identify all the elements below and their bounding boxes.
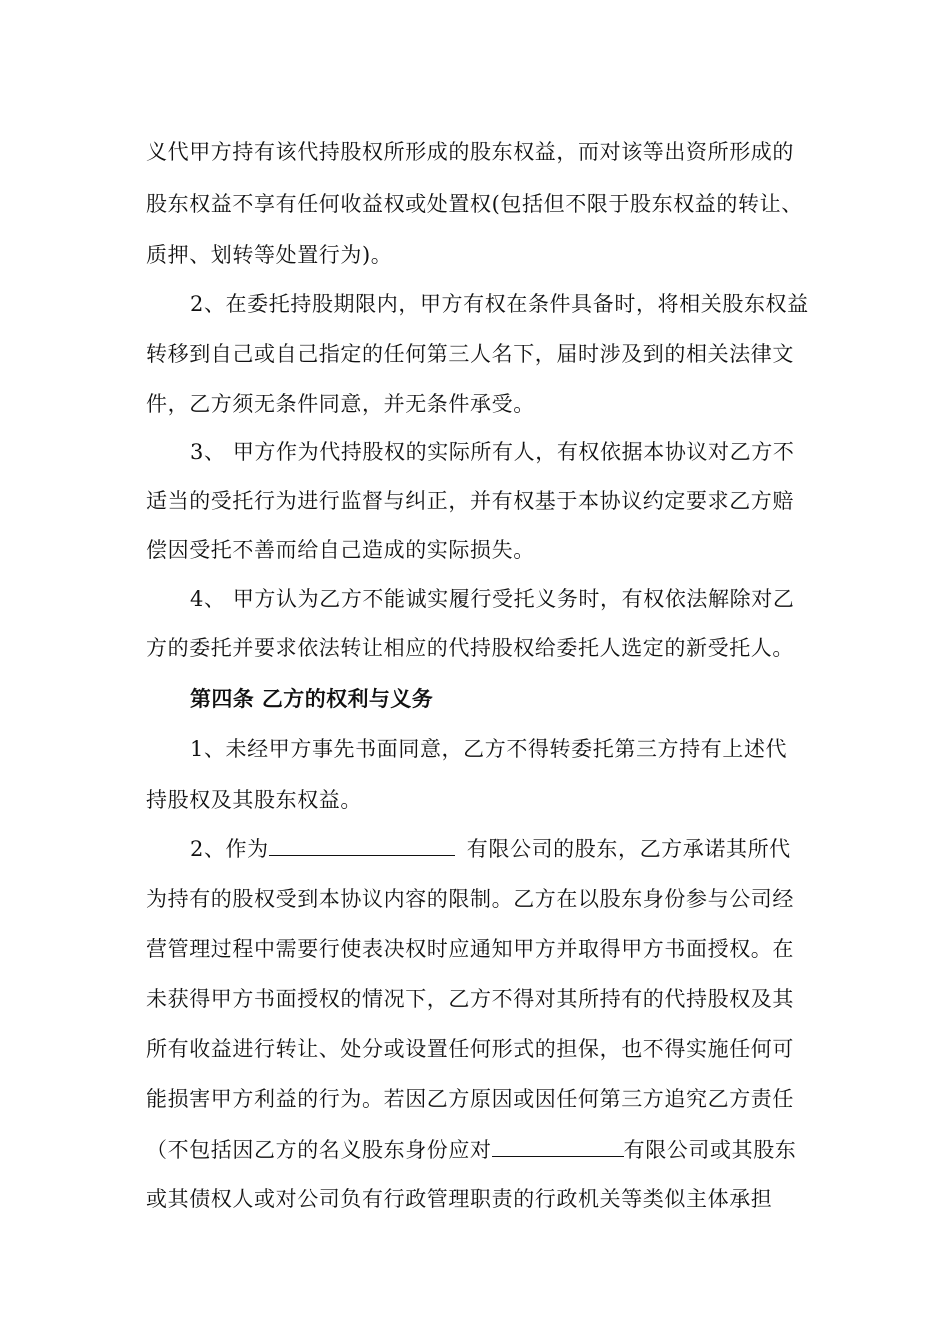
article-4-item-2-line-4: 未获得甲方书面授权的情况下，乙方不得对其所持有的代持股权及其 (146, 987, 794, 1011)
company-name-blank (269, 833, 455, 856)
paragraph-1-line-1: 义代甲方持有该代持股权所形成的股东权益，而对该等出资所形成的 (146, 140, 794, 164)
item-2-line-2: 转移到自己或自己指定的任何第三人名下，届时涉及到的相关法律文 (146, 342, 794, 366)
article-4-item-1-line-2: 持股权及其股东权益。 (146, 788, 362, 812)
article-4-item-2-line-7 (146, 1134, 810, 1164)
article-4-item-2-line-1 (190, 833, 810, 863)
item-2-line-3: 件，乙方须无条件同意，并无条件承受。 (146, 392, 535, 416)
article-4-heading: 第四条 乙方的权利与义务 (190, 687, 434, 711)
article-4-item-1-line-1: 1、未经甲方事先书面同意，乙方不得转委托第三方持有上述代 (190, 737, 788, 761)
line-1-prefix: 2、作为 (190, 837, 269, 861)
item-2-line-1: 2、在委托持股期限内，甲方有权在条件具备时，将相关股东权益 (190, 292, 809, 316)
line-1-suffix: 有限公司的股东，乙方承诺其所代 (466, 837, 791, 861)
paragraph-1-line-2: 股东权益不享有任何收益权或处置权(包括但不限于股东权益的转让、 (146, 192, 803, 216)
item-3-line-2: 适当的受托行为进行监督与纠正，并有权基于本协议约定要求乙方赔 (146, 489, 794, 513)
article-4-item-2-line-2: 为持有的股权受到本协议内容的限制。乙方在以股东身份参与公司经 (146, 887, 794, 911)
article-4-item-2-line-8: 或其债权人或对公司负有行政管理职责的行政机关等类似主体承担 (146, 1187, 773, 1211)
item-4-line-2: 方的委托并要求依法转让相应的代持股权给委托人选定的新受托人。 (146, 636, 794, 660)
article-4-item-2-line-6: 能损害甲方利益的行为。若因乙方原因或因任何第三方追究乙方责任 (146, 1087, 794, 1111)
item-3-line-3: 偿因受托不善而给自己造成的实际损失。 (146, 538, 535, 562)
item-4-line-1: 4、 甲方认为乙方不能诚实履行受托义务时，有权依法解除对乙 (190, 587, 795, 611)
article-4-item-2-line-5: 所有收益进行转让、处分或设置任何形式的担保，也不得实施任何可 (146, 1037, 794, 1061)
line-7-suffix: 有限公司或其股东 (623, 1138, 797, 1162)
line-7-prefix: （不包括因乙方的名义股东身份应对 (146, 1138, 492, 1162)
company-name-blank-2 (492, 1134, 624, 1157)
article-4-item-2-line-3: 营管理过程中需要行使表决权时应通知甲方并取得甲方书面授权。在 (146, 937, 794, 961)
item-3-line-1: 3、 甲方作为代持股权的实际所有人，有权依据本协议对乙方不 (190, 440, 795, 464)
paragraph-1-line-3: 质押、划转等处置行为)。 (146, 243, 393, 267)
